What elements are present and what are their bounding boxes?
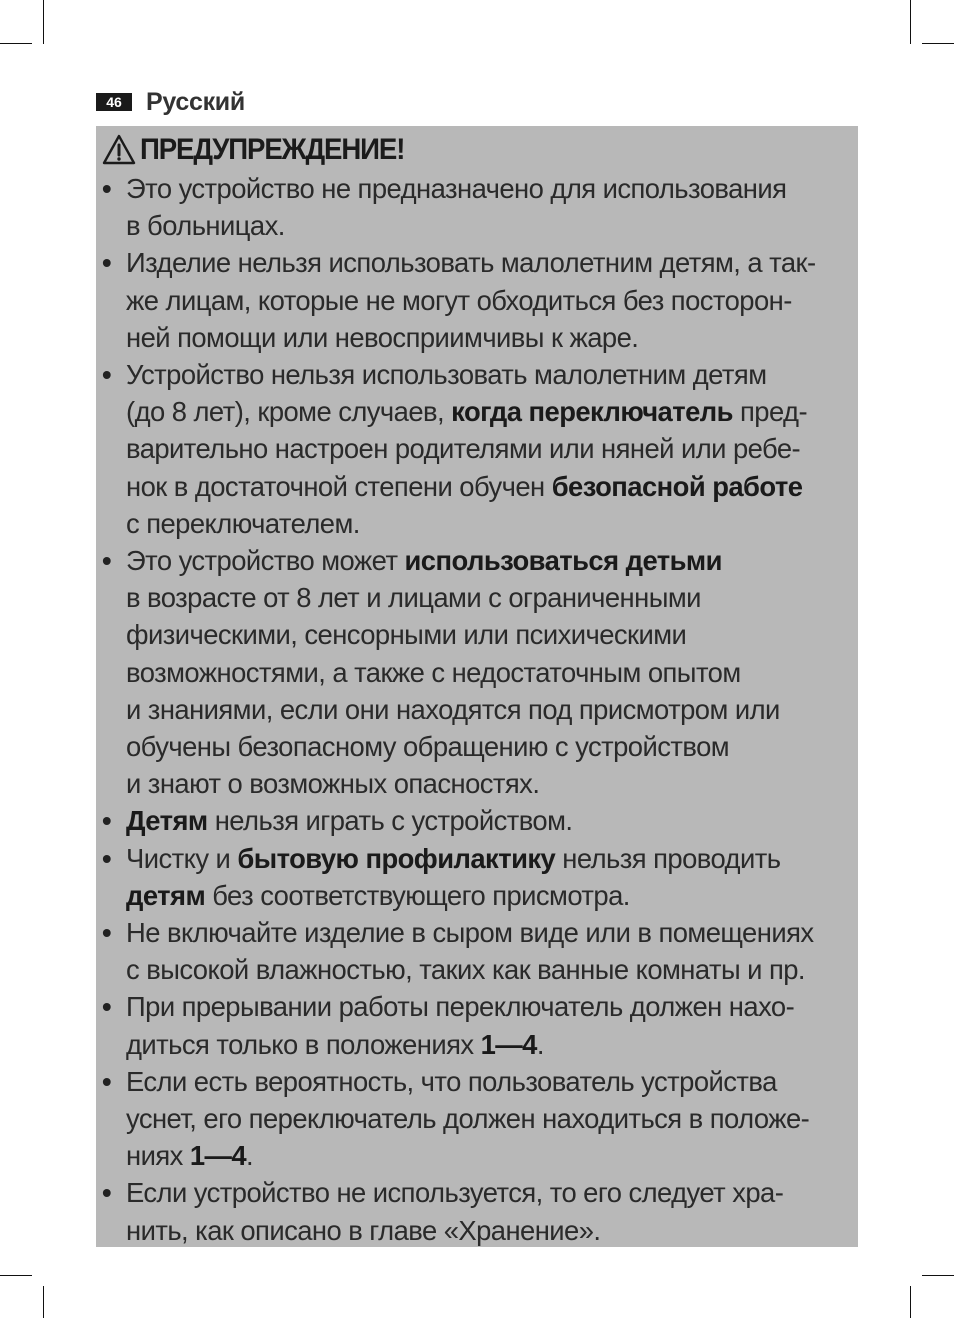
- text-run: Чистку и: [126, 842, 238, 874]
- crop-mark: [922, 43, 954, 44]
- text-line: [126, 430, 858, 467]
- bullet-icon: •: [102, 173, 112, 204]
- text-line: [126, 1212, 858, 1249]
- warning-triangle-icon: [102, 134, 136, 166]
- text-run: Это устройство может: [126, 545, 405, 577]
- text-line: [126, 1100, 858, 1137]
- text-run: Устройство нельзя использовать малолетним детям: [126, 359, 767, 391]
- text-run: и знают о возможных опасностях.: [126, 768, 540, 800]
- warning-item: [102, 1174, 858, 1248]
- crop-mark: [910, 0, 911, 44]
- text-run: без соответствующего присмотра.: [205, 879, 630, 911]
- text-run: уснет, его переключатель должен находиться в положе-: [126, 1103, 810, 1135]
- text-run: нельзя играть с устройством.: [207, 805, 573, 837]
- text-line: [126, 282, 858, 319]
- text-line: [126, 393, 858, 430]
- text-run: Изделие нельзя использовать малолетним детям, а так-: [126, 247, 816, 279]
- crop-mark: [43, 0, 44, 44]
- text-run: ней помощи или невосприимчивы к жаре.: [126, 321, 639, 353]
- text-run: нельзя проводить: [555, 842, 781, 874]
- text-line: [126, 1026, 858, 1063]
- text-run: .: [246, 1140, 254, 1172]
- text-run: физическими, сенсорными или психическими: [126, 619, 687, 651]
- crop-mark: [922, 1275, 954, 1276]
- crop-mark: [910, 1286, 911, 1318]
- warning-item: [102, 1063, 858, 1175]
- text-run: Это устройство не предназначено для использования: [126, 173, 787, 204]
- text-run: Не включайте изделие в сыром виде или в помещениях: [126, 917, 814, 949]
- text-line: [126, 691, 858, 728]
- emphasis-text: 1—4: [480, 1028, 537, 1060]
- bullet-icon: •: [102, 359, 112, 391]
- emphasis-text: когда переключатель: [451, 396, 733, 428]
- text-line: [126, 1063, 858, 1100]
- text-line: [126, 170, 858, 207]
- warning-item: [102, 170, 858, 244]
- emphasis-text: 1—4: [189, 1140, 247, 1172]
- text-run: диться только в положениях: [126, 1028, 481, 1060]
- text-run: в больницах.: [126, 210, 285, 242]
- text-run: в возрасте от 8 лет и лицами с ограниченными: [126, 582, 701, 614]
- warning-item: [102, 914, 858, 988]
- text-line: [126, 914, 858, 951]
- emphasis-text: детям: [126, 879, 206, 911]
- warning-item: [102, 802, 858, 839]
- text-run: пред-: [732, 396, 808, 428]
- text-run: с высокой влажностью, таких как ванные комнаты и пр.: [126, 954, 805, 986]
- text-run: Если устройство не используется, то его следует хра-: [126, 1177, 784, 1209]
- bullet-icon: •: [102, 991, 112, 1023]
- warning-box: [96, 126, 858, 1247]
- text-line: [126, 542, 858, 579]
- emphasis-text: бытовую профилактику: [237, 842, 556, 874]
- warning-item: [102, 542, 858, 802]
- bullet-icon: •: [102, 1177, 112, 1209]
- emphasis-text: безопасной работе: [551, 470, 803, 502]
- text-line: [126, 728, 858, 765]
- warning-list: [102, 170, 858, 1249]
- text-run: При прерывании работы переключатель должен нахо-: [126, 991, 795, 1023]
- text-run: Если есть вероятность, что пользователь устройства: [126, 1065, 777, 1097]
- warning-title: ПРЕДУПРЕЖДЕНИЕ!: [140, 133, 405, 166]
- text-line: [126, 468, 858, 505]
- emphasis-text: Детям: [126, 805, 208, 837]
- bullet-icon: •: [102, 805, 112, 837]
- text-run: нить, как описано в главе «Хранение».: [126, 1214, 601, 1246]
- text-run: обучены безопасному обращению с устройством: [126, 731, 730, 763]
- text-run: же лицам, которые не могут обходиться без посторон-: [126, 284, 792, 316]
- text-run: варительно настроен родителями или няней или ребе-: [126, 433, 801, 465]
- text-line: [126, 616, 858, 653]
- warning-item: [102, 988, 858, 1062]
- text-line: [126, 877, 858, 914]
- text-line: [126, 802, 858, 839]
- bullet-icon: •: [102, 1065, 112, 1097]
- page-header: [96, 88, 245, 116]
- text-line: [126, 654, 858, 691]
- text-line: [126, 505, 858, 542]
- bullet-icon: •: [102, 247, 112, 279]
- warning-item: [102, 840, 858, 914]
- emphasis-text: использоваться детьми: [404, 545, 722, 577]
- text-run: возможностями, а также с недостаточным опытом: [126, 656, 741, 688]
- crop-mark: [0, 1275, 32, 1276]
- crop-mark: [43, 1286, 44, 1318]
- text-run: с переключателем.: [126, 507, 360, 539]
- text-run: .: [536, 1028, 544, 1060]
- text-line: [126, 765, 858, 802]
- text-line: [126, 1137, 858, 1174]
- text-line: [126, 579, 858, 616]
- text-line: [126, 988, 858, 1025]
- text-line: [126, 356, 858, 393]
- warning-heading: [102, 130, 858, 170]
- bullet-icon: •: [102, 917, 112, 949]
- text-run: нок в достаточной степени обучен: [126, 470, 552, 502]
- text-run: и знаниями, если они находятся под присмотром или: [126, 693, 780, 725]
- text-line: [126, 319, 858, 356]
- language-label: Русский: [146, 87, 245, 116]
- text-run: ниях: [126, 1140, 190, 1172]
- page-number: 46: [96, 93, 132, 111]
- warning-item: [102, 356, 858, 542]
- text-line: [126, 244, 858, 281]
- text-line: [126, 951, 858, 988]
- text-line: [126, 1174, 858, 1211]
- text-line: [126, 207, 858, 244]
- text-run: (до 8 лет), кроме случаев,: [126, 396, 452, 428]
- bullet-icon: •: [102, 842, 112, 874]
- crop-mark: [0, 43, 32, 44]
- warning-item: [102, 244, 858, 356]
- text-line: [126, 840, 858, 877]
- bullet-icon: •: [102, 545, 112, 577]
